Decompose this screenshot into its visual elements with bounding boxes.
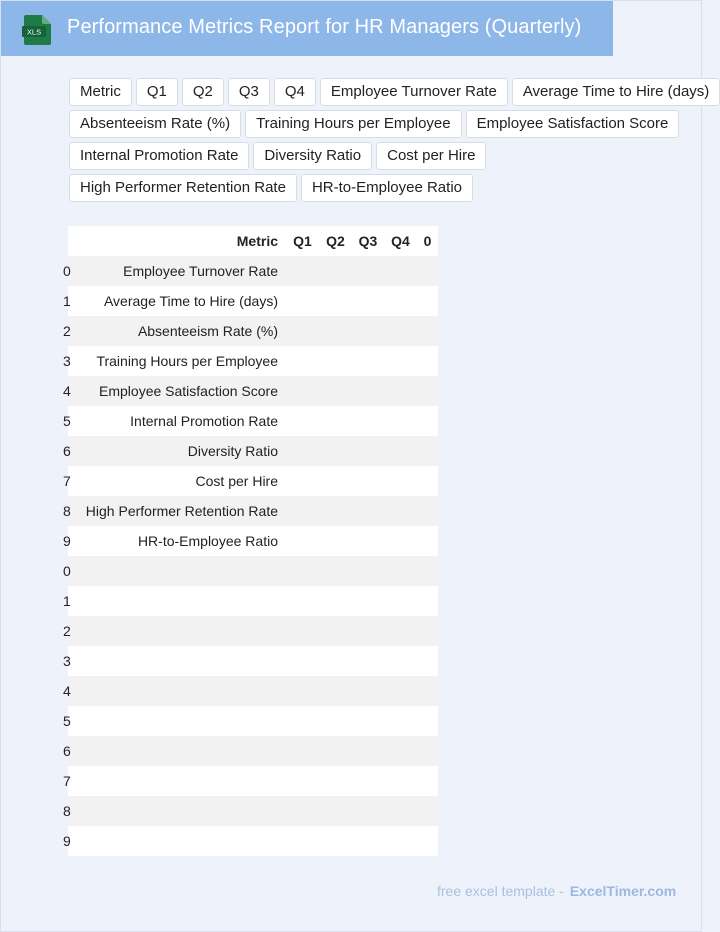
table-row [68,766,438,796]
excel-file-icon [22,15,51,45]
table-row [68,736,438,766]
value-cell-extra[interactable] [417,556,438,586]
value-cell-q4[interactable] [384,826,417,856]
value-cell-q1[interactable] [286,736,319,766]
table-row [68,286,438,316]
row-index: 1 [68,586,78,616]
footer-prefix: free excel template - [437,883,564,899]
column-header-q1[interactable]: Q1 [286,226,319,256]
value-cell-q3[interactable] [352,496,384,526]
value-cell-extra[interactable] [417,736,438,766]
value-cell-q2[interactable] [319,346,352,376]
value-cell-q2[interactable] [319,766,352,796]
row-index: 6 [68,436,78,466]
value-cell-q2[interactable] [319,376,352,406]
value-cell-q1[interactable] [286,676,319,706]
value-cell-q4[interactable] [384,376,417,406]
metric-cell[interactable] [78,826,286,856]
column-header-q4[interactable]: Q4 [384,226,417,256]
table-row [68,496,438,526]
row-index: 1 [68,286,78,316]
value-cell-extra[interactable] [417,526,438,556]
table-row [68,706,438,736]
column-header-q3[interactable]: Q3 [352,226,384,256]
value-cell-q4[interactable] [384,646,417,676]
table-row [68,346,438,376]
value-cell-q2[interactable] [319,556,352,586]
value-cell-q3[interactable] [352,766,384,796]
value-cell-q3[interactable] [352,346,384,376]
icon-label: XLS [26,27,42,37]
row-index: 4 [68,676,78,706]
page-title: Performance Metrics Report for HR Managers (Quarterly) [67,16,582,38]
value-cell-q2[interactable] [319,586,352,616]
value-cell-q2[interactable] [319,406,352,436]
chip-employee-satisfaction[interactable]: Employee Satisfaction Score [466,110,680,138]
metric-cell[interactable]: Employee Satisfaction Score [78,376,286,406]
value-cell-q4[interactable] [384,526,417,556]
chip-average-time-to-hire[interactable]: Average Time to Hire (days) [512,78,720,106]
value-cell-q1[interactable] [286,646,319,676]
value-cell-extra[interactable] [417,316,438,346]
value-cell-q4[interactable] [384,586,417,616]
value-cell-q1[interactable] [286,826,319,856]
chip-training-hours[interactable]: Training Hours per Employee [245,110,462,138]
value-cell-q2[interactable] [319,706,352,736]
value-cell-q2[interactable] [319,286,352,316]
value-cell-q2[interactable] [319,676,352,706]
value-cell-q3[interactable] [352,736,384,766]
value-cell-q1[interactable] [286,376,319,406]
chip-row [69,174,701,202]
value-cell-q4[interactable] [384,706,417,736]
value-cell-q3[interactable] [352,706,384,736]
value-cell-q1[interactable] [286,556,319,586]
value-cell-q3[interactable] [352,676,384,706]
value-cell-q4[interactable] [384,466,417,496]
value-cell-q4[interactable] [384,286,417,316]
value-cell-q1[interactable] [286,586,319,616]
table-row [68,826,438,856]
value-cell-extra[interactable] [417,826,438,856]
value-cell-q3[interactable] [352,286,384,316]
value-cell-q2[interactable] [319,436,352,466]
row-index: 3 [68,646,78,676]
chip-row [69,78,710,106]
value-cell-extra[interactable] [417,796,438,826]
table-row [68,646,438,676]
metric-cell[interactable] [78,796,286,826]
value-cell-extra[interactable] [417,766,438,796]
table-row [68,466,438,496]
value-cell-q1[interactable] [286,406,319,436]
value-cell-q3[interactable] [352,406,384,436]
value-cell-extra[interactable] [417,466,438,496]
metric-cell[interactable] [78,586,286,616]
value-cell-q4[interactable] [384,316,417,346]
table-row [68,436,438,466]
metric-cell[interactable] [78,676,286,706]
table-row [68,676,438,706]
value-cell-q1[interactable] [286,316,319,346]
value-cell-q3[interactable] [352,256,384,286]
value-cell-extra[interactable] [417,436,438,466]
metric-cell[interactable]: Cost per Hire [78,466,286,496]
row-index: 3 [68,346,78,376]
row-index: 0 [68,556,78,586]
value-cell-q3[interactable] [352,316,384,346]
metric-cell[interactable]: Training Hours per Employee [78,346,286,376]
value-cell-q3[interactable] [352,436,384,466]
value-cell-q1[interactable] [286,616,319,646]
metrics-table [63,226,438,856]
footer-brand-link[interactable]: ExcelTimer.com [569,883,677,899]
chip-cost-per-hire[interactable]: Cost per Hire [376,142,486,170]
chip-diversity-ratio[interactable]: Diversity Ratio [253,142,372,170]
chip-q2[interactable]: Q2 [182,78,224,106]
value-cell-extra[interactable] [417,286,438,316]
row-index: 4 [68,376,78,406]
value-cell-q3[interactable] [352,616,384,646]
value-cell-q3[interactable] [352,526,384,556]
value-cell-extra[interactable] [417,586,438,616]
metric-cell[interactable] [78,556,286,586]
value-cell-q1[interactable] [286,706,319,736]
chip-metric[interactable]: Metric [69,78,132,106]
index-header [68,226,78,256]
value-cell-extra[interactable] [417,616,438,646]
value-cell-q4[interactable] [384,496,417,526]
metric-cell[interactable]: HR-to-Employee Ratio [78,526,286,556]
chip-row [69,142,701,170]
value-cell-q1[interactable] [286,496,319,526]
value-cell-q2[interactable] [319,316,352,346]
table-row [68,376,438,406]
title-banner [1,1,613,56]
value-cell-q1[interactable] [286,466,319,496]
column-header-q2[interactable]: Q2 [319,226,352,256]
chip-row [69,110,701,138]
chip-q4[interactable]: Q4 [274,78,316,106]
value-cell-extra[interactable] [417,406,438,436]
value-cell-extra[interactable] [417,496,438,526]
metric-cell[interactable] [78,706,286,736]
value-cell-q4[interactable] [384,766,417,796]
column-header-metric[interactable]: Metric [78,226,286,256]
table-row [68,616,438,646]
chip-internal-promotion-rate[interactable]: Internal Promotion Rate [69,142,249,170]
value-cell-q1[interactable] [286,436,319,466]
metric-cell[interactable] [78,646,286,676]
value-cell-extra[interactable] [417,376,438,406]
row-index: 5 [68,706,78,736]
chip-high-performer-retention[interactable]: High Performer Retention Rate [69,174,297,202]
value-cell-q3[interactable] [352,796,384,826]
value-cell-q3[interactable] [352,586,384,616]
value-cell-q1[interactable] [286,256,319,286]
value-cell-q1[interactable] [286,766,319,796]
row-index: 9 [68,826,78,856]
value-cell-q3[interactable] [352,646,384,676]
value-cell-extra[interactable] [417,646,438,676]
table-row [68,526,438,556]
value-cell-q2[interactable] [319,496,352,526]
value-cell-q3[interactable] [352,826,384,856]
row-index: 9 [68,526,78,556]
metric-cell[interactable]: Internal Promotion Rate [78,406,286,436]
value-cell-q2[interactable] [319,256,352,286]
value-cell-q1[interactable] [286,286,319,316]
value-cell-q4[interactable] [384,346,417,376]
value-cell-q2[interactable] [319,466,352,496]
metric-cell[interactable]: Average Time to Hire (days) [78,286,286,316]
chip-q1[interactable]: Q1 [136,78,178,106]
row-index: 8 [68,796,78,826]
table-body [63,256,438,856]
value-cell-q4[interactable] [384,736,417,766]
value-cell-q4[interactable] [384,256,417,286]
row-index: 7 [68,766,78,796]
row-index: 2 [68,316,78,346]
table-row [68,586,438,616]
chip-hr-to-employee-ratio[interactable]: HR-to-Employee Ratio [301,174,473,202]
value-cell-q4[interactable] [384,616,417,646]
chip-q3[interactable]: Q3 [228,78,270,106]
value-cell-q2[interactable] [319,736,352,766]
value-cell-q2[interactable] [319,796,352,826]
column-header-0[interactable]: 0 [417,226,438,256]
metric-cell[interactable] [78,616,286,646]
value-cell-q3[interactable] [352,376,384,406]
metric-cell[interactable]: Absenteeism Rate (%) [78,316,286,346]
value-cell-q4[interactable] [384,436,417,466]
table-row [68,796,438,826]
row-index: 2 [68,616,78,646]
value-cell-extra[interactable] [417,676,438,706]
metric-cell[interactable]: High Performer Retention Rate [78,496,286,526]
value-cell-q3[interactable] [352,556,384,586]
value-cell-q1[interactable] [286,526,319,556]
value-cell-q1[interactable] [286,796,319,826]
metric-cell[interactable]: Employee Turnover Rate [78,256,286,286]
value-cell-q4[interactable] [384,406,417,436]
table-row [68,556,438,586]
chip-employee-turnover-rate[interactable]: Employee Turnover Rate [320,78,508,106]
table-header-row [68,226,438,256]
row-index: 7 [68,466,78,496]
metric-cell[interactable]: Diversity Ratio [78,436,286,466]
column-chip-list [69,78,710,206]
value-cell-q1[interactable] [286,346,319,376]
value-cell-q3[interactable] [352,466,384,496]
value-cell-q2[interactable] [319,616,352,646]
value-cell-extra[interactable] [417,256,438,286]
row-index: 5 [68,406,78,436]
value-cell-q2[interactable] [319,526,352,556]
metric-cell[interactable] [78,736,286,766]
value-cell-q2[interactable] [319,826,352,856]
value-cell-q2[interactable] [319,646,352,676]
row-index: 0 [68,256,78,286]
row-index: 8 [68,496,78,526]
chip-absenteeism-rate[interactable]: Absenteeism Rate (%) [69,110,241,138]
table-row [68,406,438,436]
value-cell-q4[interactable] [384,676,417,706]
row-index: 6 [68,736,78,766]
table-row [68,316,438,346]
value-cell-q4[interactable] [384,796,417,826]
value-cell-extra[interactable] [417,706,438,736]
metric-cell[interactable] [78,766,286,796]
value-cell-extra[interactable] [417,346,438,376]
table-row [68,256,438,286]
value-cell-q4[interactable] [384,556,417,586]
footer-credit [437,883,676,899]
